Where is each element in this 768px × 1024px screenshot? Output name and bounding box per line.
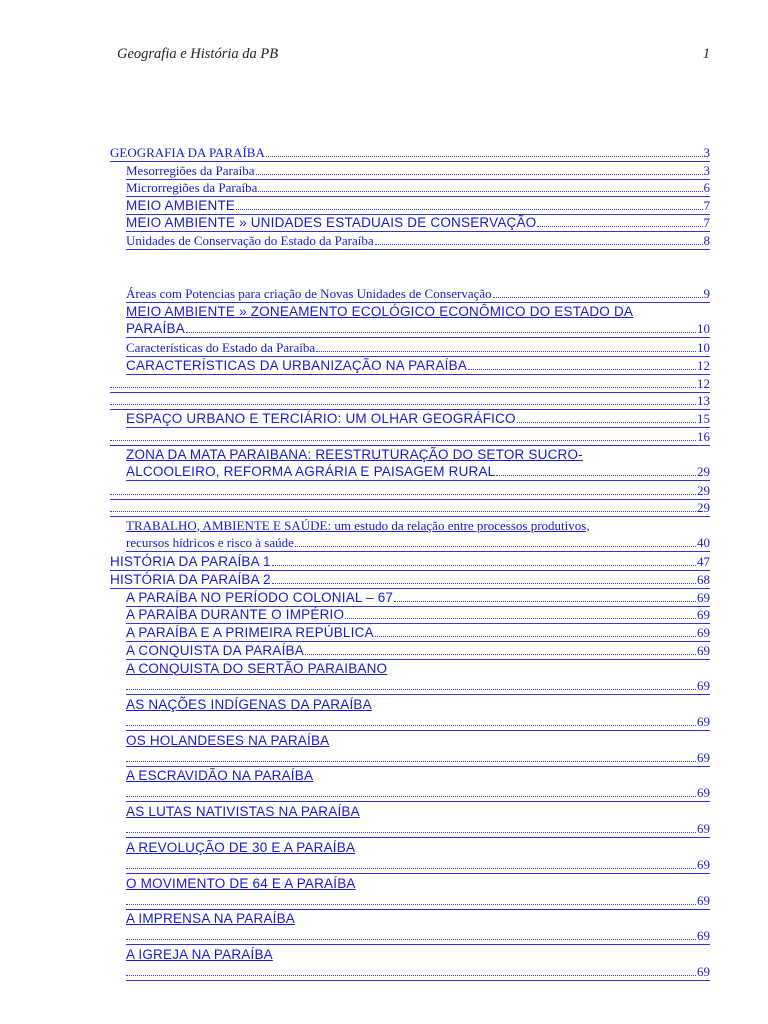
- toc-entry-imprensa[interactable]: [126, 909, 710, 945]
- toc-entry-title: A PARAÍBA NO PERÍODO COLONIAL – 67: [126, 589, 394, 605]
- header-title: Geografia e História da PB: [117, 46, 279, 62]
- toc-entry-escravidao[interactable]: [126, 766, 710, 802]
- toc-entry-title: O MOVIMENTO DE 64 E A PARAÍBA: [126, 875, 356, 891]
- toc-entry-page: 69: [697, 624, 710, 640]
- leader-dots: [394, 601, 696, 602]
- toc-entry-page: 12: [697, 375, 710, 391]
- toc-entry-igreja[interactable]: [126, 945, 710, 981]
- leader-dots: [272, 565, 696, 566]
- toc-entry-untitled-16[interactable]: [110, 427, 710, 446]
- leader-dots: [110, 387, 696, 388]
- leader-dots: [295, 546, 696, 547]
- toc-entry-meio-ambiente[interactable]: [126, 196, 710, 215]
- toc-entry-title-line1: TRABALHO, AMBIENTE E SAÚDE: um estudo da relação entre processos produtivos,: [126, 517, 590, 533]
- toc-entry-areas-com-potencias[interactable]: [126, 284, 710, 303]
- toc-entry-page: 3: [703, 144, 710, 160]
- toc-entry-page: 69: [697, 606, 710, 622]
- toc-entry-title: ESPAÇO URBANO E TERCIÁRIO: UM OLHAR GEOGRÁFICO: [126, 410, 516, 426]
- toc-entry-trabalho-ambiente-saude[interactable]: [126, 516, 710, 552]
- toc-entry-title: AS NAÇÕES INDÍGENAS DA PARAÍBA: [126, 696, 372, 712]
- toc-entry-untitled-13[interactable]: [110, 391, 710, 410]
- toc-entry-historia-da-paraiba-2[interactable]: [110, 570, 710, 589]
- toc-entry-page: 16: [697, 428, 710, 444]
- toc-entry-title: Unidades de Conservação do Estado da Paraíba: [126, 232, 374, 248]
- leader-dots: [186, 332, 696, 333]
- leader-dots: [537, 226, 702, 227]
- leader-dots: [126, 975, 696, 976]
- toc-entry-title-line1: ZONA DA MATA PARAIBANA: REESTRUTURAÇÃO DO SETOR SUCRO-: [126, 446, 583, 462]
- toc-entry-primeira-republica[interactable]: [126, 623, 710, 642]
- toc-entry-conquista-da-paraiba[interactable]: [126, 641, 710, 660]
- leader-dots: [126, 832, 696, 833]
- leader-dots: [316, 351, 696, 352]
- leader-dots: [258, 191, 702, 192]
- toc-entry-title: MEIO AMBIENTE » UNIDADES ESTADUAIS DE CONSERVAÇÃO: [126, 214, 537, 230]
- toc-entry-caracteristicas-da-urbanizacao[interactable]: [126, 356, 710, 375]
- toc-entry-title: A CONQUISTA DO SERTÃO PARAIBANO: [126, 660, 388, 676]
- toc-entry-untitled-29a[interactable]: [110, 481, 710, 500]
- toc-entry-title: A ESCRAVIDÃO NA PARAÍBA: [126, 767, 314, 783]
- toc-entry-zoneamento-ecologico[interactable]: [126, 302, 710, 338]
- toc-entry-title-line2: PARAÍBA: [126, 321, 185, 336]
- leader-dots: [375, 244, 703, 245]
- leader-dots: [126, 725, 696, 726]
- leader-dots: [126, 796, 696, 797]
- leader-dots: [266, 156, 703, 157]
- toc-entry-title: A REVOLUÇÃO DE 30 E A PARAÍBA: [126, 839, 356, 855]
- toc-entry-title: A CONQUISTA DA PARAÍBA: [126, 642, 304, 658]
- leader-dots: [126, 904, 696, 905]
- leader-dots: [496, 475, 696, 476]
- leader-dots: [110, 494, 696, 495]
- toc-entry-page: 8: [703, 232, 710, 248]
- toc-entry-title-line2: ALCOOLEIRO, REFORMA AGRÁRIA E PAISAGEM RURAL: [126, 464, 496, 479]
- leader-dots: [493, 297, 703, 298]
- header-page-number: 1: [702, 46, 710, 62]
- toc-entry-title: Mesorregiões da Paraíba: [126, 162, 255, 178]
- toc-entry-page: 69: [697, 821, 710, 836]
- toc-entry-page: 15: [697, 410, 710, 426]
- toc-entry-page: 69: [697, 589, 710, 605]
- leader-dots: [256, 174, 703, 175]
- toc-entry-page: 7: [703, 214, 710, 230]
- toc-entry-microrregioes[interactable]: [126, 178, 710, 197]
- toc-entry-untitled-29b[interactable]: [110, 498, 710, 517]
- toc-entry-espaco-urbano[interactable]: [126, 409, 710, 428]
- toc-entry-title: GEOGRAFIA DA PARAÍBA: [110, 144, 265, 160]
- toc-entry-title: MEIO AMBIENTE: [126, 197, 236, 213]
- toc-entry-page: 69: [697, 714, 710, 729]
- toc-entry-title-line2: recursos hídricos e risco à saúde: [126, 535, 294, 550]
- leader-dots: [236, 209, 702, 210]
- toc-entry-page: 29: [697, 482, 710, 498]
- toc-entry-nacoes-indigenas[interactable]: [126, 695, 710, 731]
- toc-entry-title-line1: MEIO AMBIENTE » ZONEAMENTO ECOLÓGICO ECONÔMICO DO ESTADO DA: [126, 303, 634, 319]
- toc-entry-page: 40: [697, 535, 710, 550]
- toc-entry-zona-da-mata[interactable]: [126, 445, 710, 481]
- toc-entry-page: 68: [697, 571, 710, 587]
- toc-entry-page: 69: [697, 750, 710, 765]
- toc-entry-title: OS HOLANDESES NA PARAÍBA: [126, 732, 330, 748]
- leader-dots: [110, 440, 696, 441]
- toc-entry-page: 69: [697, 642, 710, 658]
- toc-entry-title: CARACTERÍSTICAS DA URBANIZAÇÃO NA PARAÍBA: [126, 357, 468, 373]
- toc-entry-mesorregioes[interactable]: [126, 161, 710, 180]
- leader-dots: [126, 868, 696, 869]
- toc-entry-title: Áreas com Potencias para criação de Novas Unidades de Conservação: [126, 285, 492, 301]
- toc-entry-historia-da-paraiba-1[interactable]: [110, 552, 710, 571]
- toc-entry-page: 69: [697, 678, 710, 693]
- toc-entry-page: 69: [697, 785, 710, 800]
- leader-dots: [126, 689, 696, 690]
- toc-entry-title: HISTÓRIA DA PARAÍBA 2: [110, 571, 271, 587]
- toc-entry-movimento-de-64[interactable]: [126, 874, 710, 910]
- toc-entry-page: 9: [703, 285, 710, 301]
- toc-entry-holandeses[interactable]: [126, 731, 710, 767]
- toc-entry-conquista-do-sertao[interactable]: [126, 659, 710, 695]
- toc-entry-page: 13: [697, 392, 710, 408]
- leader-dots: [272, 583, 696, 584]
- toc-entry-page: 47: [697, 553, 710, 569]
- toc-entry-title: Características do Estado da Paraíba: [126, 339, 316, 355]
- leader-dots: [305, 654, 696, 655]
- toc-entry-title: HISTÓRIA DA PARAÍBA 1: [110, 553, 271, 569]
- toc-entry-title: A IGREJA NA PARAÍBA: [126, 946, 273, 962]
- toc-entry-page: 69: [697, 893, 710, 908]
- leader-dots: [375, 636, 696, 637]
- toc-entry-title: Microrregiões da Paraíba: [126, 179, 258, 195]
- toc-entry-revolucao-de-30[interactable]: [126, 838, 710, 874]
- toc-entry-page: 29: [697, 499, 710, 515]
- toc-entry-page: 69: [697, 964, 710, 979]
- leader-dots: [468, 369, 696, 370]
- toc-entry-durante-o-imperio[interactable]: [126, 605, 710, 624]
- toc-entry-lutas-nativistas[interactable]: [126, 802, 710, 838]
- toc-entry-page: 12: [697, 357, 710, 373]
- leader-dots: [110, 511, 696, 512]
- toc-entry-untitled-12[interactable]: [110, 374, 710, 393]
- toc-entry-unidades-estaduais[interactable]: [126, 213, 710, 232]
- toc-entry-page: 6: [703, 179, 710, 195]
- toc-entry-geografia-da-paraiba[interactable]: [110, 143, 710, 162]
- toc-entry-title: A PARAÍBA DURANTE O IMPÉRIO: [126, 606, 345, 622]
- toc-entry-page: 7: [703, 197, 710, 213]
- leader-dots: [110, 404, 696, 405]
- leader-dots: [126, 939, 696, 940]
- leader-dots: [126, 761, 696, 762]
- toc-entry-title: A PARAÍBA E A PRIMEIRA REPÚBLICA: [126, 624, 374, 640]
- toc-entry-periodo-colonial[interactable]: [126, 588, 710, 607]
- leader-dots: [517, 422, 696, 423]
- toc-entry-page: 10: [697, 321, 710, 336]
- toc-entry-caracteristicas-do-estado[interactable]: [126, 338, 710, 357]
- toc-entry-title: A IMPRENSA NA PARAÍBA: [126, 910, 296, 926]
- toc-entry-page: 3: [703, 162, 710, 178]
- toc-entry-page: 69: [697, 928, 710, 943]
- toc-entry-title: AS LUTAS NATIVISTAS NA PARAÍBA: [126, 803, 360, 819]
- toc-entry-unidades-de-conservacao[interactable]: [126, 231, 710, 250]
- leader-dots: [345, 618, 696, 619]
- toc-entry-page: 69: [697, 857, 710, 872]
- toc-entry-page: 29: [697, 464, 710, 479]
- toc-entry-page: 10: [697, 339, 710, 355]
